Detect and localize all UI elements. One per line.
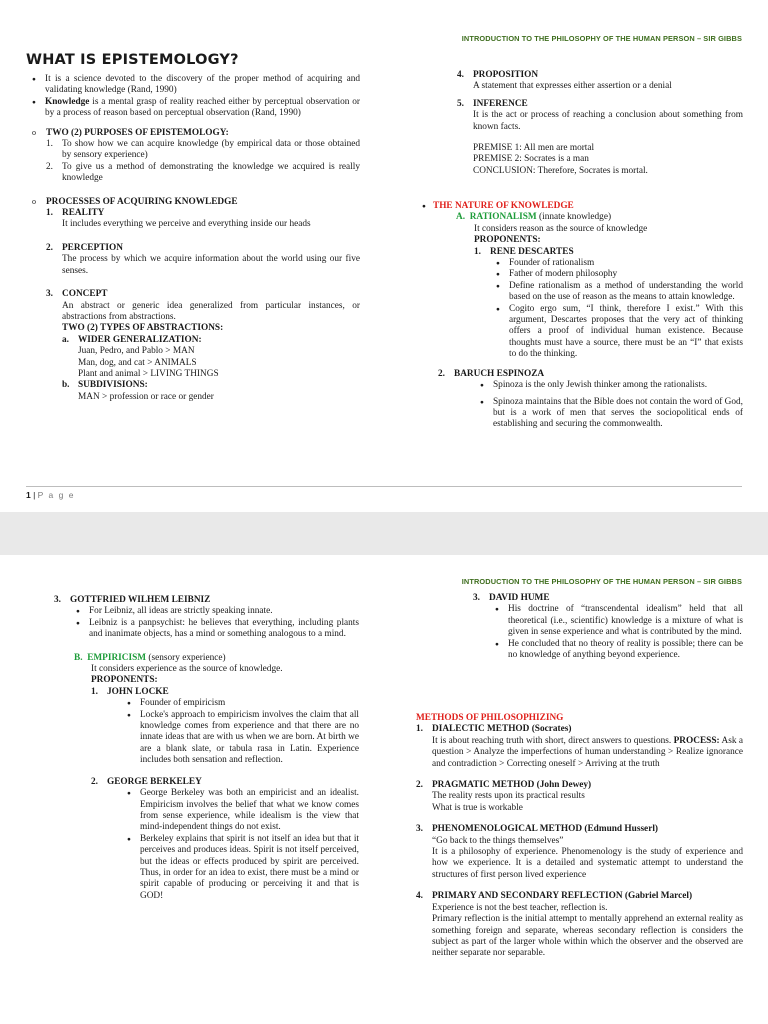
empiricism-title: EMPIRICISM <box>87 652 147 663</box>
running-header: INTRODUCTION TO THE PHILOSOPHY OF THE HUMAN PERSON – SIR GIBBS <box>461 34 742 43</box>
item-text: The process by which we acquire information about the world using our five senses. <box>62 254 360 276</box>
item-number: 1. <box>46 208 53 219</box>
page-label: P a g e <box>37 490 75 500</box>
numbered-item <box>457 70 743 93</box>
nature-list <box>416 201 743 212</box>
lettered-item <box>62 335 360 381</box>
bullet-text: ● Define rationalism as a method of understanding the world based on the use of reason as the means to attain knowledge. <box>509 280 743 303</box>
definition-text <box>45 97 360 120</box>
list-item <box>121 710 359 767</box>
item-number: 3. <box>54 595 61 605</box>
item-letter: a. <box>62 334 69 345</box>
item-number: 2. <box>46 161 53 172</box>
item-heading: RENE DESCARTES <box>490 246 574 257</box>
bullet-text: ● George Berkeley was both an empiricist and an idealist. Empiricism involves the belief that what we know comes from sense experience, while idealism is the view that mind-independent things do not exist. <box>140 788 359 833</box>
item-heading: PHENOMENOLOGICAL METHOD (Edmund Husserl) <box>432 824 658 835</box>
item-number: 5. <box>457 98 464 109</box>
numbered-item <box>438 369 743 431</box>
item-heading: WIDER GENERALIZATION: <box>78 334 202 345</box>
numbered-item <box>46 139 360 162</box>
item-heading: GOTTFRIED WILHEM LEIBNIZ <box>70 595 211 605</box>
example-line: Juan, Pedro, and Pablo > MAN <box>78 346 195 357</box>
numbered-item <box>416 724 743 770</box>
numbered-item <box>457 99 743 177</box>
rationalism-title: RATIONALISM <box>469 212 537 223</box>
example-line: Plant and animal > LIVING THINGS <box>78 368 219 379</box>
page-footer <box>26 490 75 500</box>
bullet-text: ● His doctrine of “transcendental idealism” held that all theoretical (i.e., scientific) knowledge is a mixture of what is given in sense experience and what is contributed by the mind. <box>508 604 743 638</box>
numbered-item <box>46 162 360 185</box>
processes-section <box>32 197 360 404</box>
example-line: MAN > profession or race or gender <box>78 391 214 402</box>
item-number: 4. <box>457 70 464 80</box>
bullet-text: ● He concluded that no theory of reality is possible; there can be no knowledge of anything beyond experience. <box>508 638 743 661</box>
item-number: 2. <box>416 780 423 791</box>
item-text: An abstract or generic idea generalized from particular instances, or abstractions from abstractions. <box>62 300 360 322</box>
numbered-item <box>46 243 360 277</box>
list-item <box>489 604 743 638</box>
document-page-2 <box>0 555 768 1024</box>
descartes-bullets <box>490 258 743 361</box>
quote-line: “Go back to the things themselves” <box>432 835 564 846</box>
item-text: To give us a method of demonstrating the knowledge we acquired is really knowledge <box>62 161 360 184</box>
leibniz-bullets <box>70 606 359 640</box>
list-item <box>121 788 359 834</box>
list-item <box>490 269 743 280</box>
section-heading: THE NATURE OF KNOWLEDGE <box>433 201 574 211</box>
item-text: It considers experience as the source of knowledge. <box>91 664 283 675</box>
item-text: What is true is workable <box>432 802 523 813</box>
section-heading: o PROCESSES OF ACQUIRING KNOWLEDGE <box>46 196 238 207</box>
item-text: The reality rests upon its practical results <box>432 791 585 802</box>
item-number: 1. <box>474 246 481 257</box>
section-heading: o TWO (2) PURPOSES OF EPISTEMOLOGY: <box>46 127 229 138</box>
item-text: Primary reflection is the initial attempt to mentally apprehend an external reality as something foreign and separate, whereas secondary reflection is considers the subject as part of the larger whole within which the observer and the observed are neither separate nor separable. <box>432 914 743 959</box>
bullet-text: ● For Leibniz, all ideas are strictly speaking innate. <box>89 606 273 617</box>
bullet-text: ● Spinoza is the only Jewish thinker among the rationalists. <box>493 380 708 391</box>
spinoza-bullets <box>474 380 743 431</box>
item-number: 3. <box>473 593 480 603</box>
footer-separator: | <box>30 490 38 500</box>
item-heading: REALITY <box>62 208 105 219</box>
section-letter: B. <box>74 652 83 663</box>
rationalism-heading <box>456 212 743 223</box>
bullet-text: ● Locke's approach to empiricism involves the claim that all knowledge comes from experience and that there are no innate ideas that are with us when we are born. At birth we are a blank slate, or tabula rasa in Latin. Experience includes both sensation and reflection. <box>140 709 359 766</box>
hume-section <box>473 593 743 661</box>
locke-bullets <box>121 698 359 766</box>
empiricism-note: (sensory experience) <box>146 652 226 663</box>
conclusion-line: CONCLUSION: Therefore, Socrates is mortal. <box>473 165 648 176</box>
item-heading: DIALECTIC METHOD (Socrates) <box>432 724 572 735</box>
numbered-item <box>46 289 360 403</box>
list-item <box>32 197 360 404</box>
item-number: 1. <box>91 686 98 697</box>
bullet-text: ● Spinoza maintains that the Bible does not contain the word of God, but is a work of men that serves the sociopolitical ends of establishing and securing the commonwealth. <box>493 396 743 430</box>
list-item <box>32 128 360 185</box>
item-text: Experience is not the best teacher, reflection is. <box>432 902 608 913</box>
item-heading: INFERENCE <box>473 98 528 109</box>
definition-list <box>26 74 360 120</box>
list-item <box>489 639 743 662</box>
item-heading: SUBDIVISIONS: <box>78 380 148 391</box>
item-heading: PRIMARY AND SECONDARY REFLECTION (Gabriel Marcel) <box>432 891 693 902</box>
method-text: It is about reaching truth with short, direct answers to questions. <box>432 735 674 746</box>
item-text: It considers reason as the source of knowledge <box>474 223 648 234</box>
bullet-text: ● Founder of rationalism <box>509 258 595 269</box>
numbered-item <box>416 824 743 881</box>
numbered-item <box>91 777 359 902</box>
example-line: Man, dog, and cat > ANIMALS <box>78 357 197 368</box>
left-column <box>26 74 360 403</box>
list-item <box>121 834 359 902</box>
item-number: 4. <box>416 891 423 902</box>
bullet-text: ● Founder of empiricism <box>140 698 226 709</box>
rationalism-note: (innate knowledge) <box>536 212 612 223</box>
method-text: Ask a question > Analyze the imperfections of human understanding > Realize ignorance and contradiction > Correcting oneself > Arriving at the truth <box>432 735 743 769</box>
premise-line: PREMISE 2: Socrates is a man <box>473 154 589 165</box>
bullet-text: ● Berkeley explains that spirit is not itself an idea but that it perceives and produces ideas. Spirit is not itself perceived, but the ideas or effects produced by spirit are perceived. Thus, in order for an idea to exist, there must be a mind or spirit capable of producing or perceiving it and that is GOD! <box>140 833 359 901</box>
term: Knowledge <box>45 96 90 107</box>
list-item <box>490 304 743 361</box>
nature-section <box>416 201 743 431</box>
definition-text: ● It is a science devoted to the discovery of the proper method of acquiring and validating knowledge (Rand, 1990) <box>45 74 360 96</box>
item-text: It includes everything we perceive and everything inside our heads <box>62 219 311 230</box>
berkeley-bullets <box>121 788 359 902</box>
section-letter: A. <box>456 212 466 223</box>
sub-heading: PROPONENTS: <box>474 235 541 246</box>
list-item <box>474 397 743 431</box>
item-text: It is the act or process of reaching a conclusion about something from known facts. <box>473 110 743 132</box>
hume-bullets <box>489 604 743 661</box>
purposes-section <box>32 128 360 185</box>
item-heading: PROPOSITION <box>473 70 539 80</box>
list-item <box>26 97 360 120</box>
numbered-item <box>54 595 359 641</box>
item-number: 3. <box>416 824 423 835</box>
item-letter: b. <box>62 380 70 391</box>
item-heading: GEORGE BERKELEY <box>107 776 202 787</box>
item-text <box>432 736 743 770</box>
list-item <box>26 74 360 97</box>
list-item <box>70 618 359 641</box>
numbered-item <box>474 247 743 361</box>
running-header: INTRODUCTION TO THE PHILOSOPHY OF THE HUMAN PERSON – SIR GIBBS <box>461 577 742 586</box>
methods-section <box>416 713 743 960</box>
list-item <box>490 281 743 304</box>
item-number: 2. <box>438 368 445 379</box>
item-number: 3. <box>46 289 53 300</box>
premise-line: PREMISE 1: All men are mortal <box>473 143 595 154</box>
list-item <box>474 380 743 391</box>
footer-divider <box>26 486 742 487</box>
numbered-item <box>416 780 743 814</box>
numbered-item <box>91 687 359 767</box>
item-number: 2. <box>46 242 53 253</box>
numbered-item <box>473 593 743 661</box>
list-item <box>121 698 359 709</box>
list-item <box>490 258 743 269</box>
item-number: 1. <box>416 724 423 735</box>
item-heading: JOHN LOCKE <box>107 686 169 697</box>
item-number: 2. <box>91 776 98 787</box>
list-item <box>416 201 743 212</box>
left-column <box>54 595 359 902</box>
sub-heading: TWO (2) TYPES OF ABSTRACTIONS: <box>62 323 224 334</box>
process-label: PROCESS: <box>673 735 720 746</box>
bullet-text: ● Cogito ergo sum, “I think, therefore I exist.” With this argument, Descartes proposes that the very act of thinking offers a proof of individual human existence. Because thoughts must have a source, there must be an “I” that exists to do the thinking. <box>509 303 743 360</box>
numbered-item <box>416 891 743 959</box>
bullet-text: ● Father of modern philosophy <box>509 269 618 280</box>
item-heading: DAVID HUME <box>489 593 550 603</box>
right-column <box>457 70 743 177</box>
sub-heading: PROPONENTS: <box>91 675 158 686</box>
item-heading: PRAGMATIC METHOD (John Dewey) <box>432 780 592 791</box>
empiricism-heading <box>74 653 359 664</box>
list-item <box>70 606 359 617</box>
item-text: To show how we can acquire knowledge (by empirical data or those obtained by sensory experience) <box>62 139 360 161</box>
bullet-text: ● Leibniz is a panpsychist: he believes that everything, including plants and inanimate objects, has a mind or something analogous to a mind. <box>89 617 359 640</box>
item-text: A statement that expresses either assertion or a denial <box>473 81 672 92</box>
item-heading: BARUCH ESPINOZA <box>454 368 545 379</box>
definition-rest: is a mental grasp of reality reached either by perceptual observation or by a process of reason based on perceptual observation (Rand, 1990) <box>45 96 360 119</box>
section-heading: METHODS OF PHILOSOPHIZING <box>416 713 564 723</box>
lettered-item <box>62 380 360 403</box>
page-title: WHAT IS EPISTEMOLOGY? <box>26 52 239 68</box>
page-number: 1 <box>26 490 31 500</box>
numbered-item <box>46 208 360 231</box>
item-number: 1. <box>46 139 53 150</box>
item-heading: CONCEPT <box>62 289 108 300</box>
item-text: It is a philosophy of experience. Phenomenology is the study of experience and how we experience. It is a detailed and systematic attempt to understand the structures of first person lived experience <box>432 847 743 880</box>
item-heading: PERCEPTION <box>62 242 123 253</box>
